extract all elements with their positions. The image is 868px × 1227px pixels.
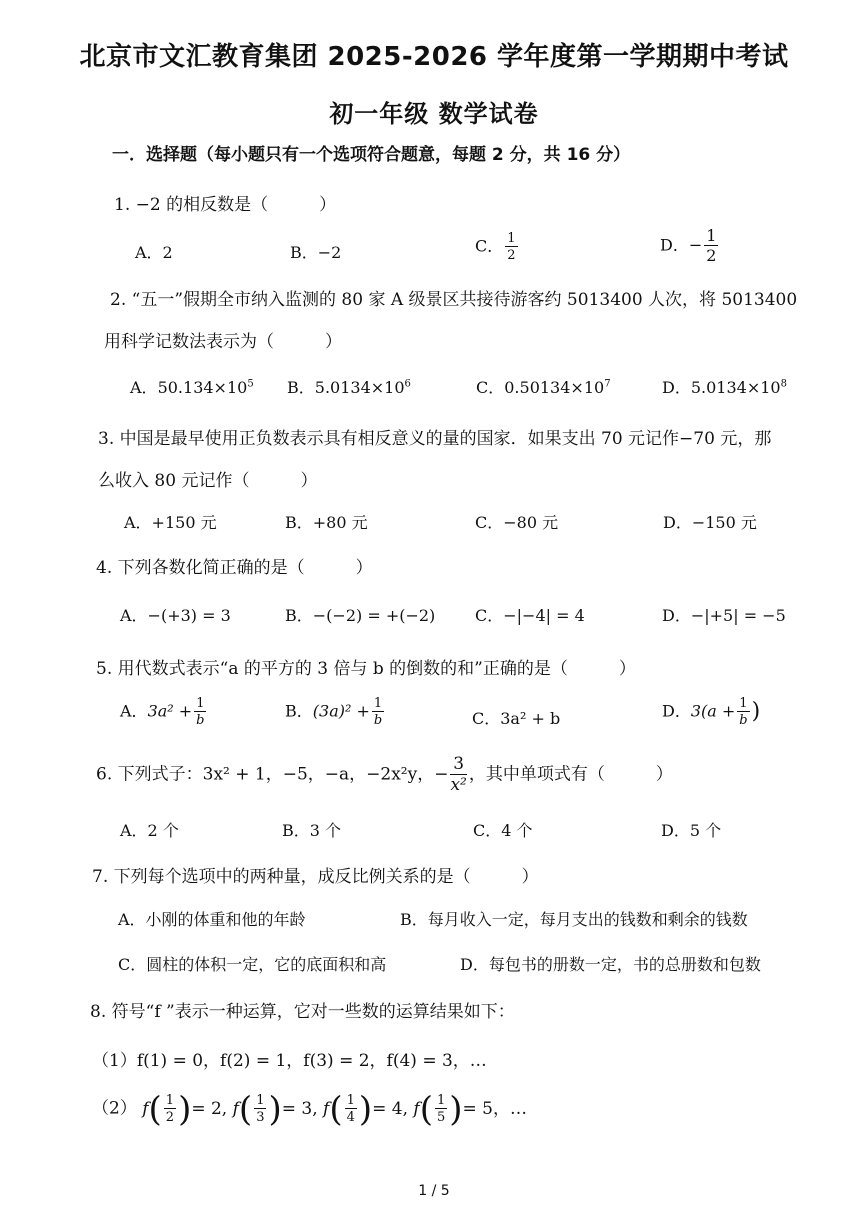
question-5: 5. 用代数式表示“a 的平方的 3 倍与 b 的倒数的和”正确的是（ ） bbox=[96, 659, 636, 679]
q3-option-d: D．−150 元 bbox=[663, 513, 757, 532]
q4-option-a: A．−(+3) = 3 bbox=[120, 606, 231, 625]
q7-option-d: D．每包书的册数一定，书的总册数和包数 bbox=[460, 955, 761, 974]
q1-c-label: C． bbox=[475, 236, 504, 256]
q5-option-d: D．3(a + $\frac{1}{b}$ ) bbox=[662, 696, 761, 728]
q7-option-a: A．小刚的体重和他的年龄 bbox=[118, 910, 306, 929]
q5-option-a: A．3a² + $\frac{1}{b}$ bbox=[120, 696, 205, 728]
question-2-line2: 用科学记数法表示为（ ） bbox=[104, 332, 342, 352]
question-7: 7. 下列每个选项中的两种量，成反比例关系的是（ ） bbox=[92, 867, 539, 887]
q1-d-fraction: $\frac{1}{2}$ bbox=[706, 226, 717, 265]
q6-fraction: $\frac{3}{\text{x²}}$ bbox=[450, 754, 467, 795]
q8-item-2: f( $\frac{1}{3}$ )= 3, bbox=[232, 1089, 318, 1129]
q3-option-b: B．+80 元 bbox=[285, 513, 368, 532]
section-heading: 一．选择题（每小题只有一个选项符合题意，每题 2 分，共 16 分） bbox=[112, 145, 631, 165]
q6-option-d: D．5 个 bbox=[661, 821, 722, 840]
q6-option-a: A．2 个 bbox=[120, 821, 179, 840]
q2-option-c: C．$0.50134\times 10^7$ bbox=[476, 378, 611, 397]
question-6: 6. 下列式子：3x² + 1，−5，−a，−2x²y，− $\frac{3}{\text{x²}}$ ，其中单项式有（ ） bbox=[96, 754, 673, 795]
q2-option-d: D．$5.0134\times 10^8$ bbox=[662, 378, 787, 397]
q1-option-c bbox=[475, 232, 520, 262]
q5-option-c: C．3a² + b bbox=[472, 709, 561, 728]
q7-option-b: B．每月收入一定，每月支出的钱数和剩余的钱数 bbox=[400, 910, 748, 929]
page-number: 1 / 5 bbox=[418, 1183, 450, 1199]
q2-option-a: A．$50.134\times 10^5$ bbox=[130, 378, 254, 397]
q8-part-2: （2） f( $\frac{1}{2}$ )= 2, f( $\frac{1}{3}$ )= 3, f( $\frac{1}{4}$ )= 4, f( $\frac{1}{5}$ )= 5，… bbox=[92, 1089, 527, 1129]
q8-item-1: f( $\frac{1}{2}$ )= 2, bbox=[142, 1089, 228, 1129]
question-2-line1: 2. “五一”假期全市纳入监测的 80 家 A 级景区共接待游客约 5013400 人次，将 5013400 bbox=[110, 290, 798, 310]
q5-d-close-paren: ) bbox=[751, 699, 761, 724]
q5-a-fraction: $\frac{1}{b}$ bbox=[196, 696, 205, 728]
exam-title: 北京市文汇教育集团 2025-2026 学年度第一学期期中考试 bbox=[79, 42, 789, 72]
q1-option-a: A．2 bbox=[135, 243, 173, 262]
q5-option-b: B．(3a)² + $\frac{1}{b}$ bbox=[285, 696, 383, 728]
q3-option-c: C．−80 元 bbox=[475, 513, 559, 532]
exam-subtitle: 初一年级 数学试卷 bbox=[329, 100, 539, 128]
question-4: 4. 下列各数化简正确的是（ ） bbox=[96, 558, 373, 578]
q8-part-1: （1）f(1) = 0，f(2) = 1，f(3) = 2，f(4) = 3，… bbox=[92, 1051, 487, 1071]
q5-d-fraction: $\frac{1}{b}$ bbox=[739, 696, 748, 728]
q8-item-3: f( $\frac{1}{4}$ )= 4, bbox=[323, 1089, 408, 1129]
question-1: 1. −2 的相反数是（ ） bbox=[114, 195, 337, 215]
q6-option-c: C．4 个 bbox=[473, 821, 533, 840]
q7-option-c: C．圆柱的体积一定，它的底面积和高 bbox=[118, 955, 387, 974]
q2-option-b: B．$5.0134\times 10^6$ bbox=[287, 378, 411, 397]
q4-option-d: D．−|+5| = −5 bbox=[662, 606, 786, 625]
q1-option-d: D．− $\frac{1}{2}$ bbox=[660, 226, 717, 265]
question-3-line1: 3. 中国是最早使用正负数表示具有相反意义的量的国家．如果支出 70 元记作−70 元，那 bbox=[98, 429, 772, 449]
q4-option-c: C．−|−4| = 4 bbox=[475, 606, 585, 625]
question-3-line2: 么收入 80 元记作（ ） bbox=[98, 471, 318, 491]
q8-item-4: f( $\frac{1}{5}$ )= 5，… bbox=[413, 1089, 527, 1129]
q4-option-b: B．−(−2) = +(−2) bbox=[285, 606, 436, 625]
question-8: 8. 符号“f ”表示一种运算，它对一些数的运算结果如下： bbox=[90, 1002, 515, 1022]
q6-option-b: B．3 个 bbox=[282, 821, 342, 840]
q3-option-a: A．+150 元 bbox=[124, 513, 217, 532]
q5-b-fraction: $\frac{1}{b}$ bbox=[373, 696, 383, 728]
q1-c-fraction: $\frac{1}{2}$ bbox=[507, 231, 516, 263]
q1-option-b: B．−2 bbox=[290, 243, 342, 262]
